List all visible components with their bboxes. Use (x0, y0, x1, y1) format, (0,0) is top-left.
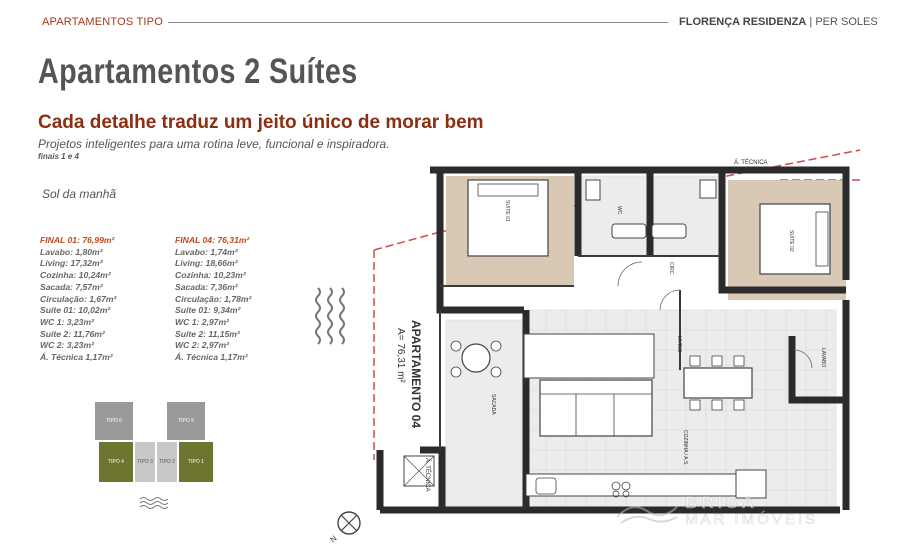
brand-name: FLORENÇA RESIDENZA (679, 16, 807, 28)
plan-suite-2: SUÍTE 02 (788, 230, 794, 252)
plan-cozinha: COZINHA / A.S. (682, 430, 688, 466)
watermark (615, 493, 885, 533)
area-row: Lavabo: 1,74m² (175, 246, 238, 257)
area-row: Cozinha: 10,23m² (175, 270, 246, 281)
area-row: Suíte 2: 11,15m² (175, 328, 240, 339)
plan-lavabo: LAVABO (820, 348, 826, 368)
area-list-final-01 (40, 235, 116, 364)
section-label: APARTAMENTOS TIPO (42, 16, 163, 28)
area-row: Suíte 2: 11,76m² (40, 328, 105, 339)
area-row: WC 1: 3,23m² (40, 316, 94, 327)
sofa (540, 380, 652, 436)
area-row: Suíte 01: 10,02m² (40, 305, 111, 316)
brand-separator: | (806, 16, 816, 28)
plan-suite-1: SUÍTE 01 (504, 200, 510, 222)
area-row: Á. Técnica 1,17m² (175, 352, 248, 363)
area-row: WC 2: 3,23m² (40, 340, 94, 351)
page-title: Apartamentos 2 Suítes (38, 52, 358, 91)
area-row: Circulação: 1,78m² (175, 293, 252, 304)
watermark-logo-icon (615, 497, 679, 525)
plan-living: LIVING (676, 336, 682, 353)
plan-sacada: SACADA (490, 394, 496, 415)
sun-note: Sol da manhã (42, 187, 117, 201)
dining-table (684, 368, 752, 398)
header-divider (168, 22, 668, 23)
brand-suffix: PER SOLES (815, 16, 878, 28)
area-row: Á. Técnica 1,17m² (40, 352, 113, 363)
area-row: Circulação: 1,67m² (40, 293, 117, 304)
subline: Projetos inteligentes para uma rotina leve, funcional e inspiradora. (38, 137, 390, 151)
mini-unit: TIPO 4 (99, 442, 133, 482)
area-list-final-04 (175, 235, 251, 364)
area-row: Cozinha: 10,24m² (40, 270, 111, 281)
mini-unit: TIPO 5 (167, 402, 205, 440)
mini-unit: TIPO 6 (95, 402, 133, 440)
plan-tech-area-bottom: Á. TÉCNICA (424, 458, 430, 492)
plan-apartment-label: APARTAMENTO 04 (409, 320, 423, 429)
watermark-line-1: BRISA (685, 493, 758, 512)
top-bar (0, 0, 900, 40)
sea-waves-icon (140, 496, 168, 508)
area-list-title: FINAL 01: 76,99m² (40, 235, 115, 245)
wind-waves-icon (314, 286, 346, 350)
area-list-title: FINAL 04: 76,31m² (175, 235, 250, 245)
svg-text:N: N (328, 533, 339, 545)
bed-2 (760, 204, 830, 274)
north-arrow-icon (328, 508, 364, 545)
headline: Cada detalhe traduz um jeito único de morar bem (38, 112, 484, 133)
area-row: WC 2: 2,97m² (175, 340, 229, 351)
mini-unit: TIPO 1 (179, 442, 213, 482)
plan-circ: CIRC. (668, 262, 674, 276)
watermark-line-2: MAR IMÓVEIS (685, 511, 819, 528)
area-row: Lavabo: 1,80m² (40, 246, 103, 257)
area-row: Living: 17,32m² (40, 258, 103, 269)
area-row: WC 1: 2,97m² (175, 316, 229, 327)
area-row: Sacada: 7,57m² (40, 281, 103, 292)
area-row: Living: 18,66m² (175, 258, 238, 269)
mini-unit: TIPO 3 (135, 442, 155, 482)
building-mini-plan (95, 402, 217, 514)
plan-tech-area-top: Á. TÉCNICA (734, 160, 768, 166)
plan-wc: WC (616, 206, 622, 215)
area-row: Sacada: 7,36m² (175, 281, 238, 292)
brand (679, 16, 878, 28)
balcony-table (462, 344, 490, 372)
mini-unit: TIPO 2 (157, 442, 177, 482)
plan-area-label: A= 76,31 m² (395, 328, 406, 383)
finals-note: finais 1 e 4 (38, 152, 79, 161)
area-row: Suíte 01: 9,34m² (175, 305, 241, 316)
floor-plan (360, 150, 860, 547)
